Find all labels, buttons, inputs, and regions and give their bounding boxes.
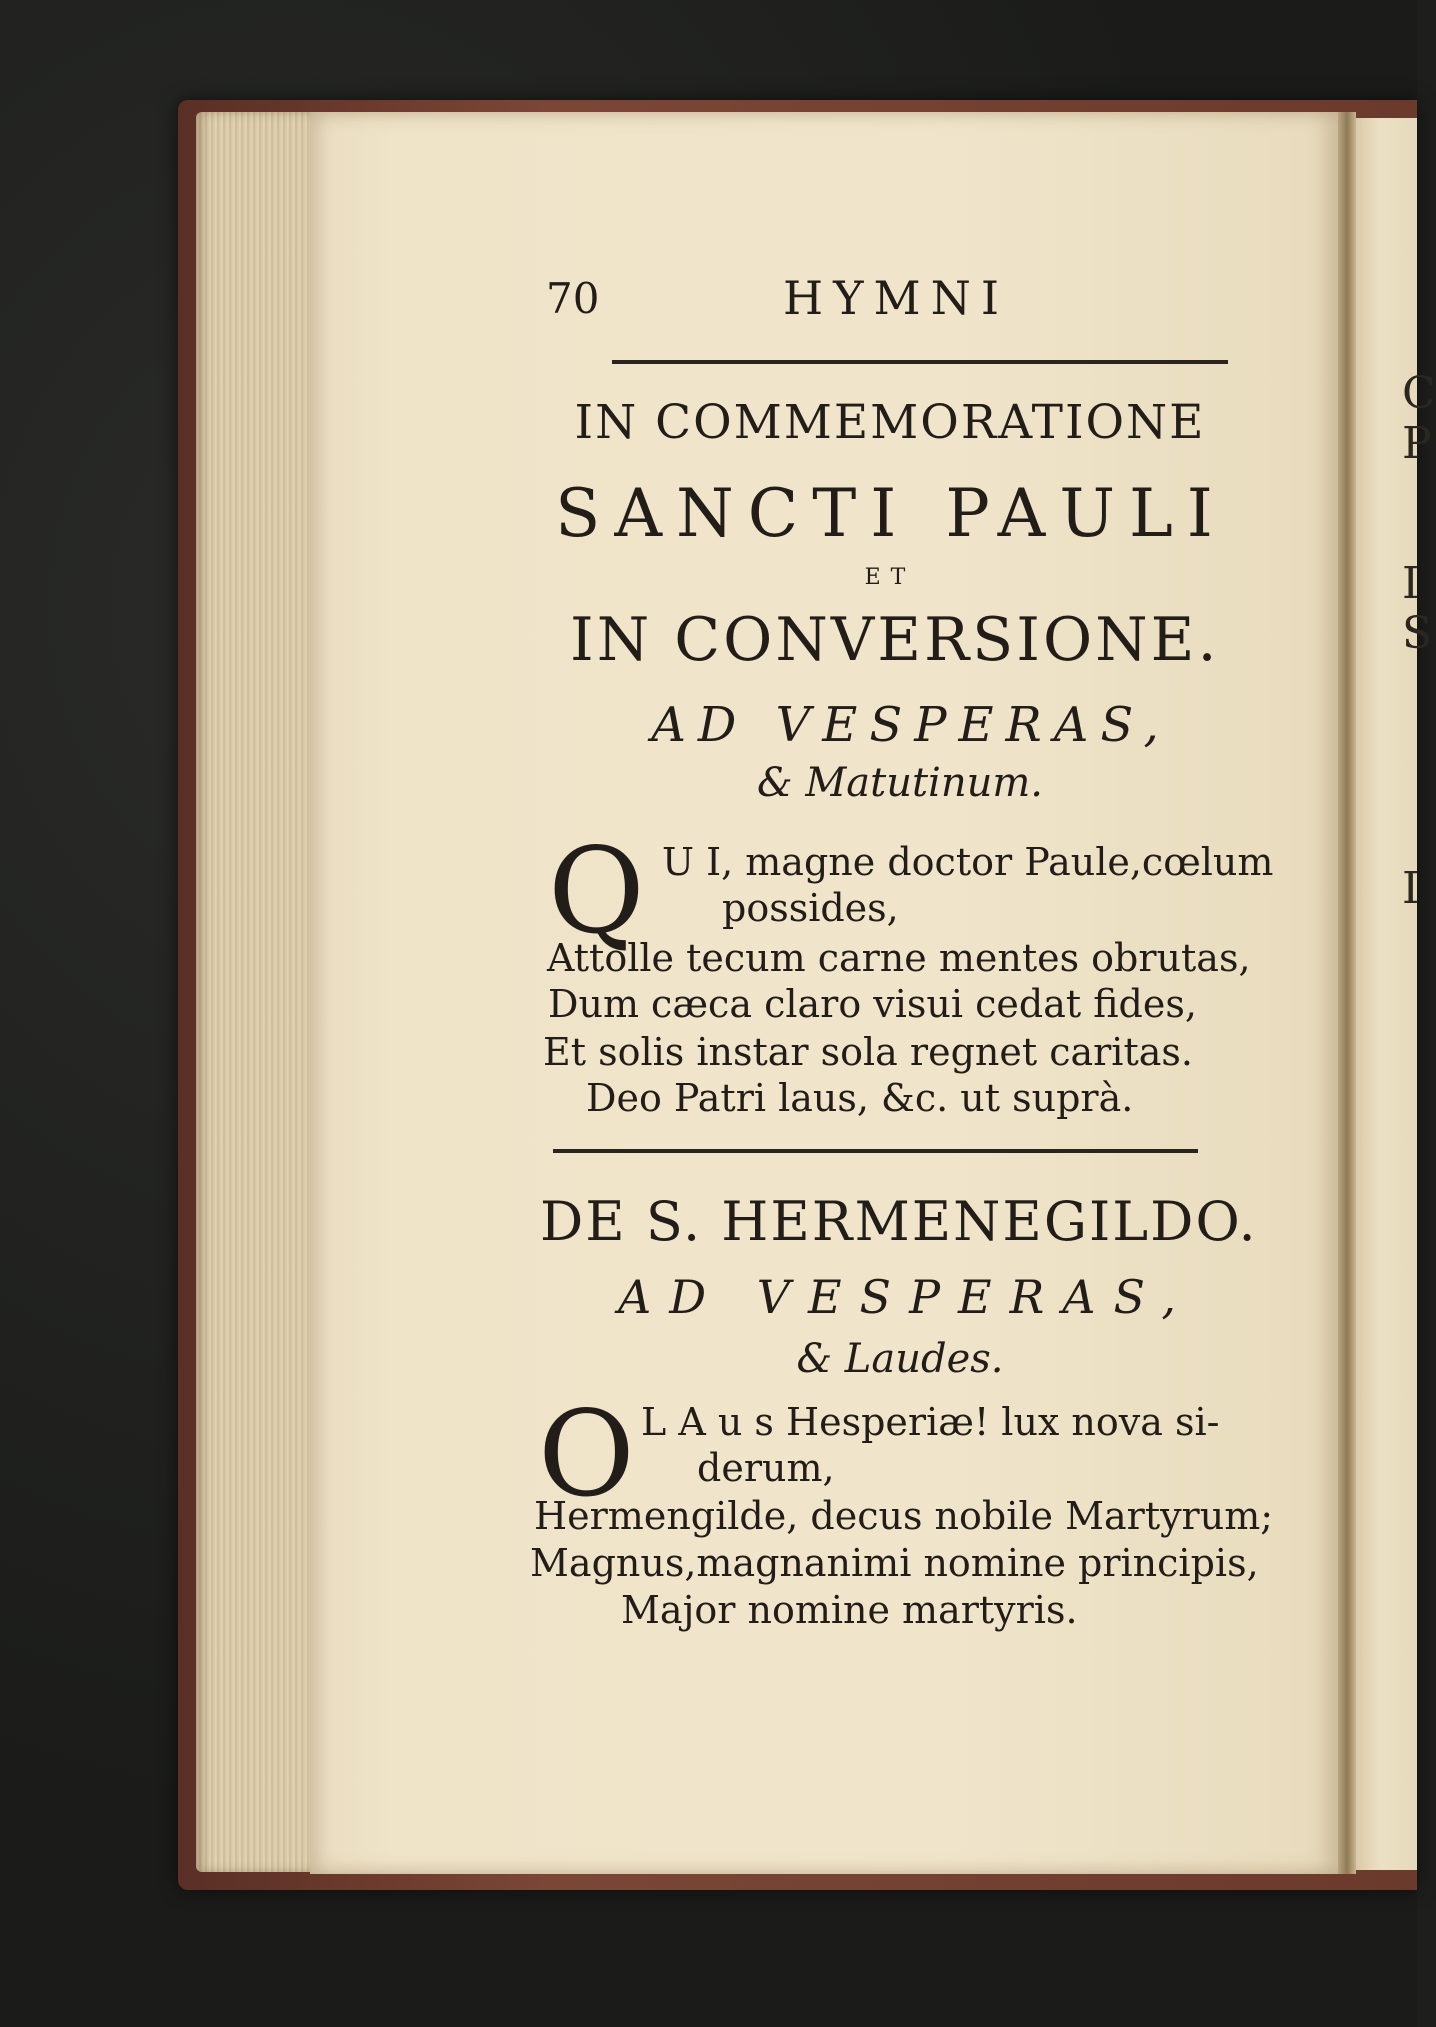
section2-occasion2: & Laudes. <box>796 1336 1004 1382</box>
section1-heading-line2: SANCTI PAULI <box>555 475 1227 552</box>
next-page-fragment: S <box>1402 608 1433 659</box>
section1-drop-cap: Q <box>548 822 645 960</box>
next-page-fragment: I <box>1402 863 1420 914</box>
verse-line: Et solis instar sola regnet caritas. <box>543 1030 1193 1074</box>
section1-occasion2: & Matutinum. <box>757 760 1043 806</box>
section1-heading-line3: ET <box>864 565 916 590</box>
verse-line: U I, magne doctor Paule,cœlum <box>662 840 1274 884</box>
doxology-line: Deo Patri laus, &c. ut suprà. <box>586 1076 1134 1120</box>
verse-line: Attolle tecum carne mentes obrutas, <box>547 936 1251 980</box>
section1-occasion: AD VESPERAS, <box>651 697 1171 753</box>
page-number: 70 <box>546 274 600 323</box>
section2-drop-cap: O <box>538 1385 635 1523</box>
verse-line: derum, <box>697 1446 835 1490</box>
section2-heading: DE S. HERMENEGILDO. <box>540 1190 1258 1253</box>
verse-line: Hermengilde, decus nobile Martyrum; <box>534 1494 1274 1538</box>
verse-line: possides, <box>722 886 899 930</box>
section1-heading-line4: IN CONVERSIONE. <box>570 605 1220 675</box>
section2-occasion: AD VESPERAS, <box>618 1270 1194 1324</box>
section-divider <box>553 1149 1198 1153</box>
verse-line: Major nomine martyris. <box>621 1588 1078 1632</box>
next-page-fragment: I <box>1402 558 1420 609</box>
verse-line: L A u s Hesperiæ! lux nova si- <box>641 1400 1220 1444</box>
header-rule <box>612 360 1228 364</box>
verse-line: Dum cæca claro visui cedat fides, <box>548 982 1197 1026</box>
verse-line: Magnus,magnanimi nomine principis, <box>530 1541 1259 1585</box>
next-page-fragment: P <box>1402 418 1432 469</box>
next-page-fragment: C <box>1402 368 1436 419</box>
section1-heading-line1: IN COMMEMORATIONE <box>574 395 1206 450</box>
running-head: HYMNI <box>783 271 1010 325</box>
